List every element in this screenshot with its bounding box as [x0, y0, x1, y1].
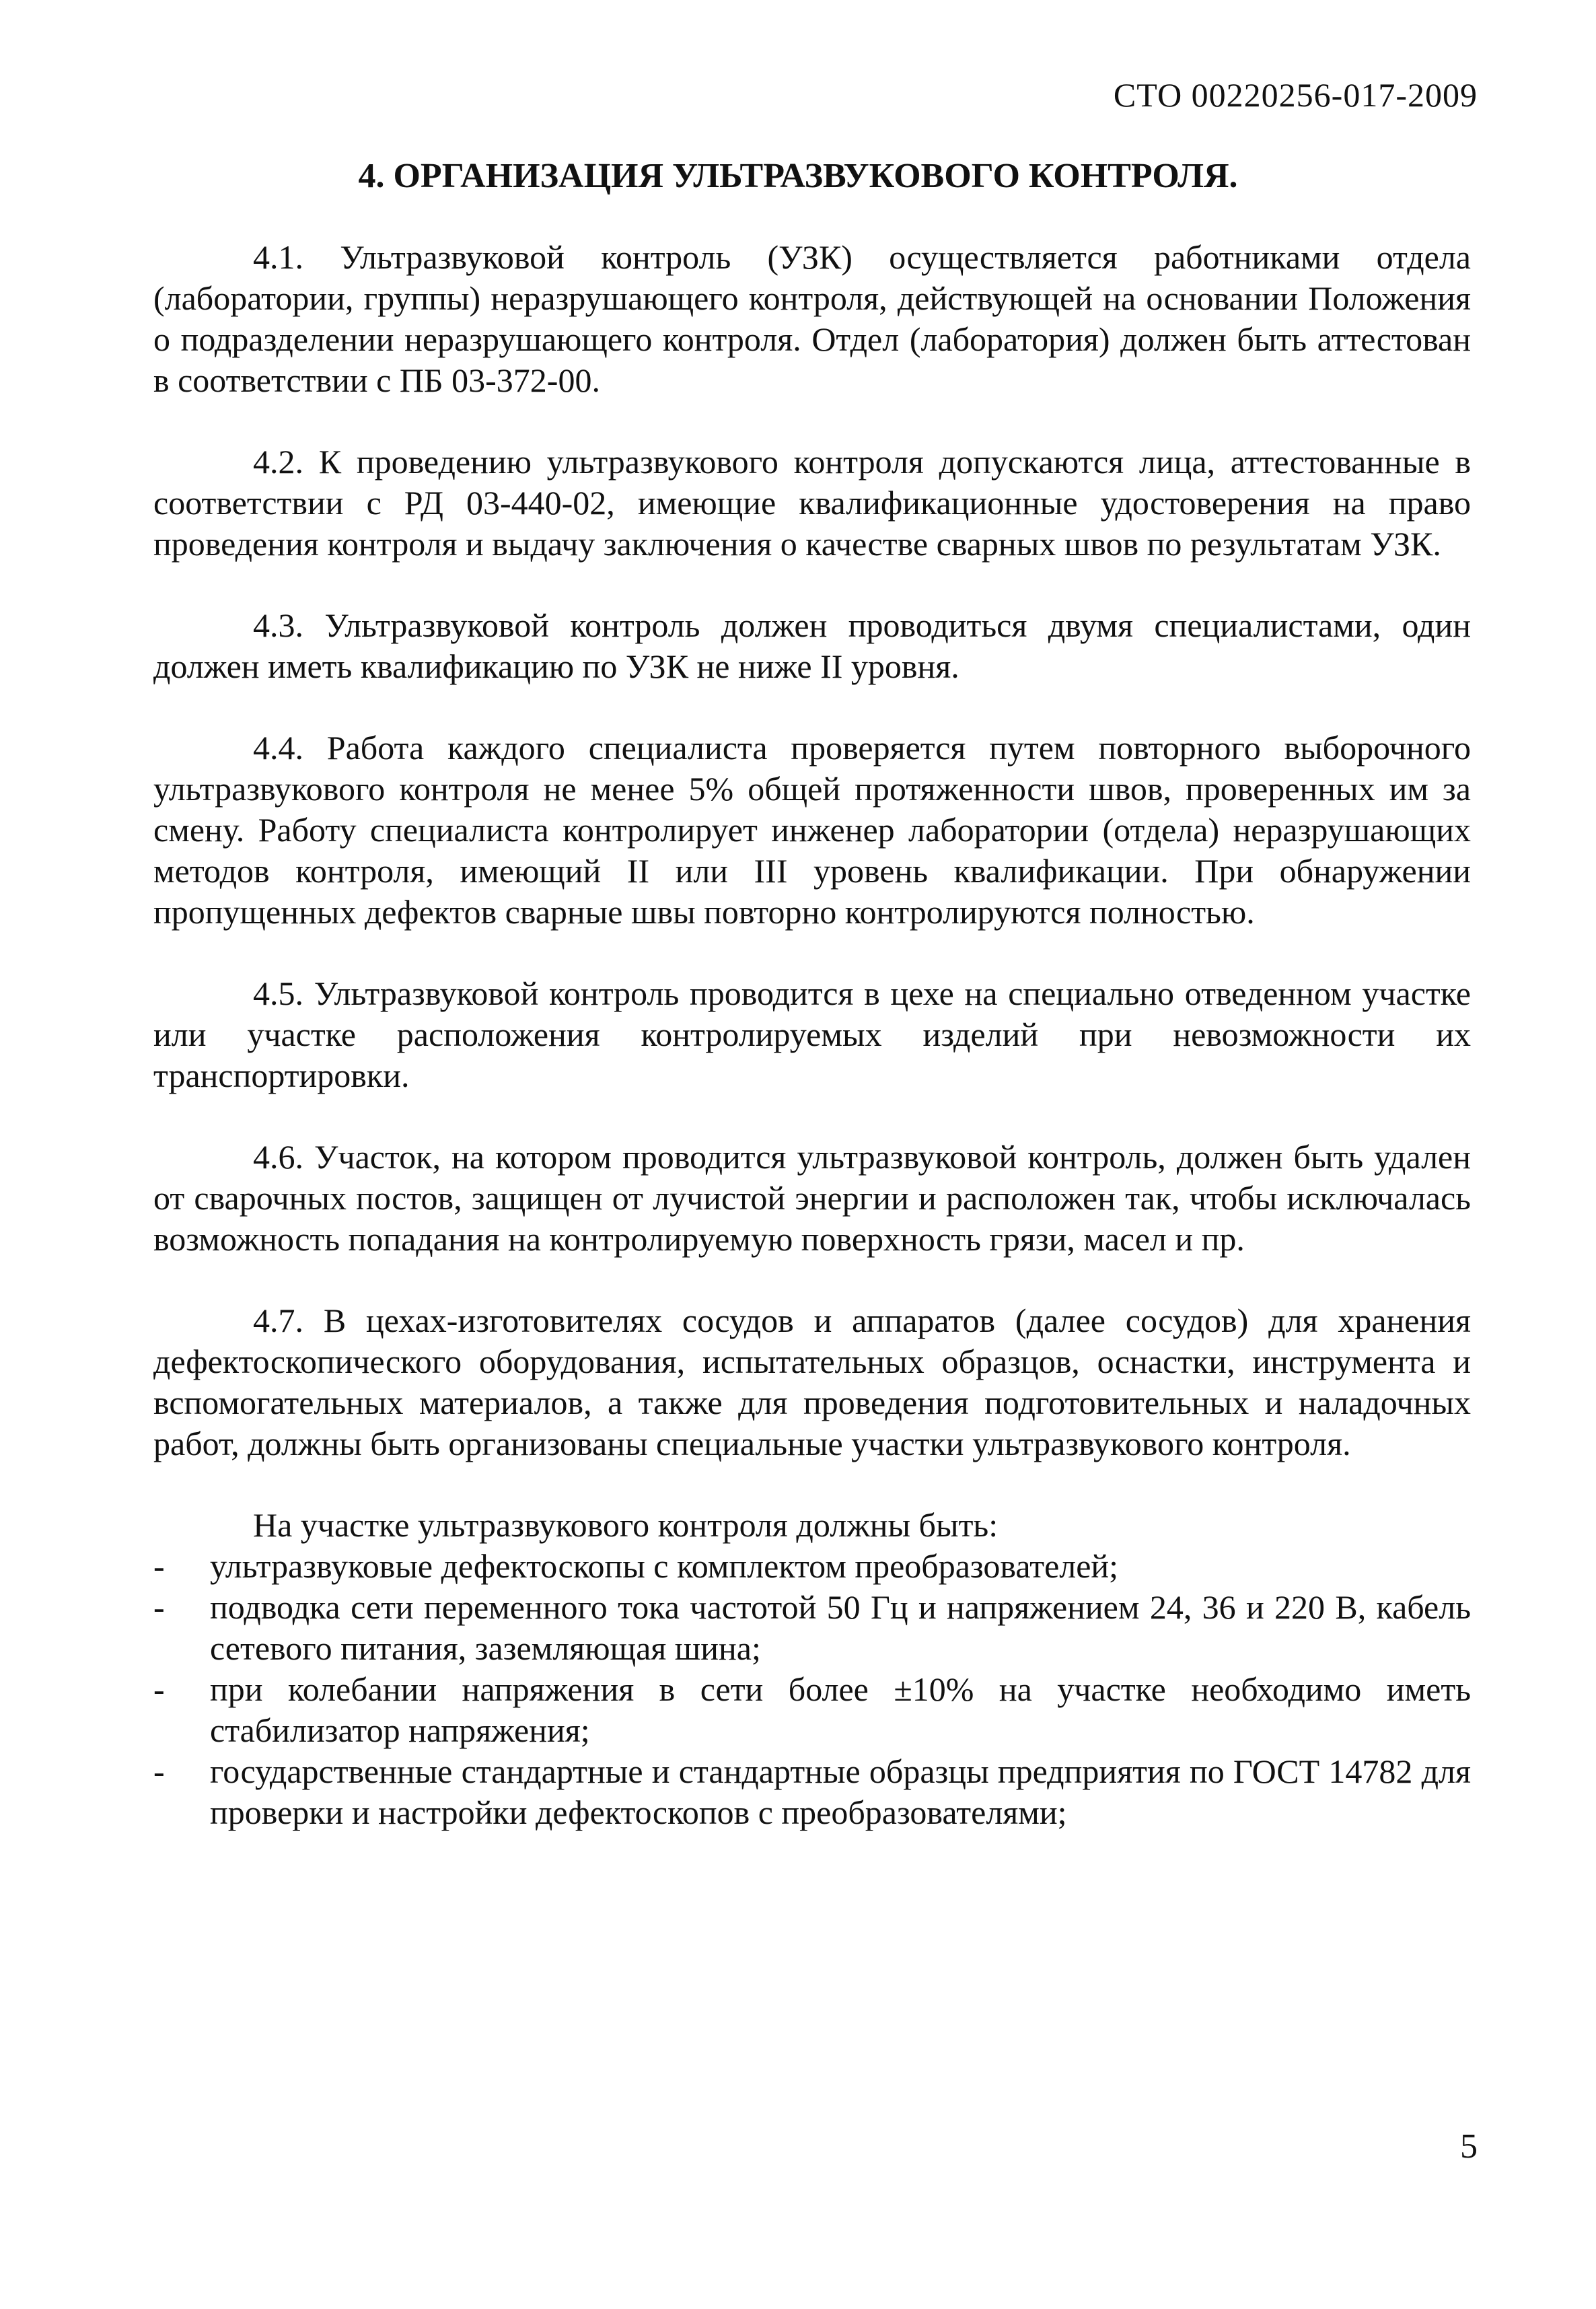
list-item: [153, 1669, 1471, 1751]
document-body: [153, 237, 1471, 1833]
paragraph-4-5: 4.5. Ультразвуковой контроль проводится в цехе на специально отведенном участке или участке расположения контролируемых изделий при невозможности их транспортировки.: [153, 974, 1471, 1094]
list-item: [153, 1587, 1471, 1669]
document-code: СТО 00220256-017-2009: [1113, 76, 1478, 114]
list-item: [153, 1751, 1471, 1833]
list-item-text: ультразвуковые дефектоскопы с комплектом преобразователей;: [210, 1547, 1119, 1585]
list-item-text: государственные стандартные и стандартные образцы предприятия по ГОСТ 14782 для проверки и настройки дефектоскопов с преобразователями;: [210, 1752, 1471, 1831]
list-intro: На участке ультразвукового контроля должны быть:: [253, 1506, 999, 1544]
paragraph-4-3: 4.3. Ультразвуковой контроль должен проводиться двумя специалистами, один должен иметь квалификацию по УЗК не ниже II уровня.: [153, 606, 1471, 685]
section-title: 4. ОРГАНИЗАЦИЯ УЛЬТРАЗВУКОВОГО КОНТРОЛЯ.: [358, 157, 1238, 195]
paragraph-4-4: 4.4. Работа каждого специалиста проверяется путем повторного выборочного ультразвукового контроля не менее 5% общей протяженности швов, проверенных им за смену. Работу специалиста контролирует инженер лаборатории (отдела) неразрушающих методов контроля, имеющий II или III уровень квалификации. При обнаружении пропущенных дефектов сварные швы повторно контролируются полностью.: [153, 729, 1471, 931]
list-item: [153, 1546, 1471, 1587]
dash-bullet: -: [153, 1670, 165, 1708]
dash-bullet: -: [153, 1547, 165, 1585]
paragraph-4-2: 4.2. К проведению ультразвукового контроля допускаются лица, аттестованные в соответствии с РД 03-440-02, имеющие квалификационные удостоверения на право проведения контроля и выдачу заключения о качестве сварных швов по результатам УЗК.: [153, 443, 1471, 563]
requirements-list: [153, 1546, 1471, 1833]
dash-bullet: -: [153, 1588, 165, 1626]
list-item-text: при колебании напряжения в сети более ±10% на участке необходимо иметь стабилизатор напряжения;: [210, 1670, 1471, 1749]
list-item-text: подводка сети переменного тока частотой 50 Гц и напряжением 24, 36 и 220 В, кабель сетевого питания, заземляющая шина;: [210, 1588, 1471, 1667]
dash-bullet: -: [153, 1752, 165, 1790]
paragraph-4-7: 4.7. В цехах-изготовителях сосудов и аппаратов (далее сосудов) для хранения дефектоскопического оборудования, испытательных образцов, оснастки, инструмента и вспомогательных материалов, а также для проведения подготовительных и наладочных работ, должны быть организованы специальные участки ультразвукового контроля.: [153, 1302, 1471, 1462]
page-number: 5: [1460, 2127, 1478, 2166]
paragraph-4-6: 4.6. Участок, на котором проводится ультразвуковой контроль, должен быть удален от сварочных постов, защищен от лучистой энергии и расположен так, чтобы исключалась возможность попадания на контролируемую поверхность грязи, масел и пр.: [153, 1138, 1471, 1258]
paragraph-4-1: 4.1. Ультразвуковой контроль (УЗК) осуществляется работниками отдела (лаборатории, группы) неразрушающего контроля, действующей на основании Положения о подразделении неразрушающего контроля. Отдел (лаборатория) должен быть аттестован в соответствии с ПБ 03-372-00.: [153, 238, 1471, 399]
